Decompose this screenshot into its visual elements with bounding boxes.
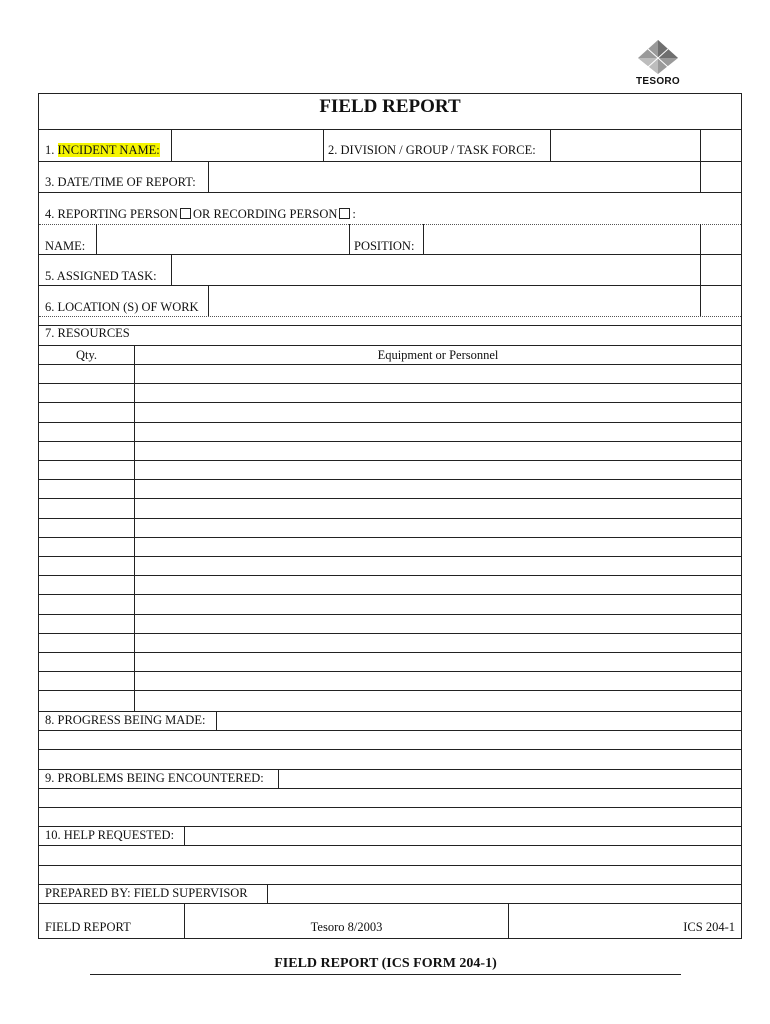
assigned-task-field[interactable] (172, 254, 699, 285)
resource-row[interactable] (39, 653, 741, 671)
prepared-by-label: PREPARED BY: FIELD SUPERVISOR (45, 886, 248, 900)
recording-person-checkbox[interactable] (339, 208, 350, 219)
problems-line-2[interactable] (39, 808, 741, 826)
progress-line-1[interactable] (39, 731, 741, 749)
prepared-by-field[interactable] (268, 884, 741, 903)
resource-row[interactable] (39, 538, 741, 556)
help-label: 10. HELP REQUESTED: (45, 828, 175, 842)
help-line-2[interactable] (39, 866, 741, 884)
field-report-form (38, 93, 742, 939)
position-label: POSITION: (354, 239, 415, 253)
name-field[interactable] (97, 224, 348, 254)
recording-person-label: OR RECORDING PERSON (192, 207, 338, 221)
tesoro-logo (618, 38, 698, 90)
resource-row[interactable] (39, 365, 741, 383)
resource-row[interactable] (39, 499, 741, 517)
qty-header: Qty. (75, 348, 98, 362)
resource-row[interactable] (39, 672, 741, 690)
resource-row[interactable] (39, 615, 741, 633)
location-field[interactable] (209, 285, 699, 316)
resource-row[interactable] (39, 595, 741, 613)
problems-label: 9. PROBLEMS BEING ENCOUNTERED: (45, 771, 264, 785)
location-label: 6. LOCATION (S) OF WORK (45, 300, 199, 314)
progress-field[interactable] (217, 711, 741, 730)
resource-row[interactable] (39, 480, 741, 498)
progress-line-2[interactable] (39, 750, 741, 768)
resource-row[interactable] (39, 634, 741, 652)
reporting-person-checkbox[interactable] (180, 208, 191, 219)
footer-form-number: ICS 204-1 (683, 920, 735, 934)
resource-row[interactable] (39, 691, 741, 709)
resource-row[interactable] (39, 557, 741, 575)
help-line-1[interactable] (39, 846, 741, 864)
incident-name-field[interactable] (172, 130, 322, 161)
reporting-person-row: 4. REPORTING PERSON OR RECORDING PERSON : (45, 207, 356, 221)
resource-row[interactable] (39, 442, 741, 460)
resource-row[interactable] (39, 461, 741, 479)
problems-line-1[interactable] (39, 789, 741, 807)
division-label: 2. DIVISION / GROUP / TASK FORCE: (328, 143, 536, 157)
division-field[interactable] (551, 130, 699, 161)
datetime-field[interactable] (209, 161, 699, 192)
logo-text: TESORO (635, 76, 681, 87)
page-footer-title: FIELD REPORT (ICS FORM 204-1) (90, 956, 681, 975)
footer-form-name: FIELD REPORT (45, 920, 131, 934)
form-title: FIELD REPORT (39, 94, 741, 130)
datetime-label: 3. DATE/TIME OF REPORT: (45, 175, 196, 189)
help-field[interactable] (185, 826, 741, 845)
resources-label: 7. RESOURCES (45, 326, 130, 340)
progress-label: 8. PROGRESS BEING MADE: (45, 713, 206, 727)
assigned-task-label: 5. ASSIGNED TASK: (45, 269, 157, 283)
position-field[interactable] (424, 224, 699, 254)
problems-field[interactable] (279, 769, 741, 788)
footer-revision: Tesoro 8/2003 (310, 920, 383, 934)
resource-row[interactable] (39, 403, 741, 421)
equipment-header: Equipment or Personnel (377, 348, 499, 362)
resource-row[interactable] (39, 423, 741, 441)
resource-row[interactable] (39, 576, 741, 594)
incident-name-label: 1. INCIDENT NAME: (45, 143, 160, 157)
resource-row[interactable] (39, 384, 741, 402)
resource-row[interactable] (39, 519, 741, 537)
tesoro-logo-icon (630, 38, 686, 76)
name-label: NAME: (45, 239, 86, 253)
reporting-person-label: 4. REPORTING PERSON (45, 207, 178, 221)
